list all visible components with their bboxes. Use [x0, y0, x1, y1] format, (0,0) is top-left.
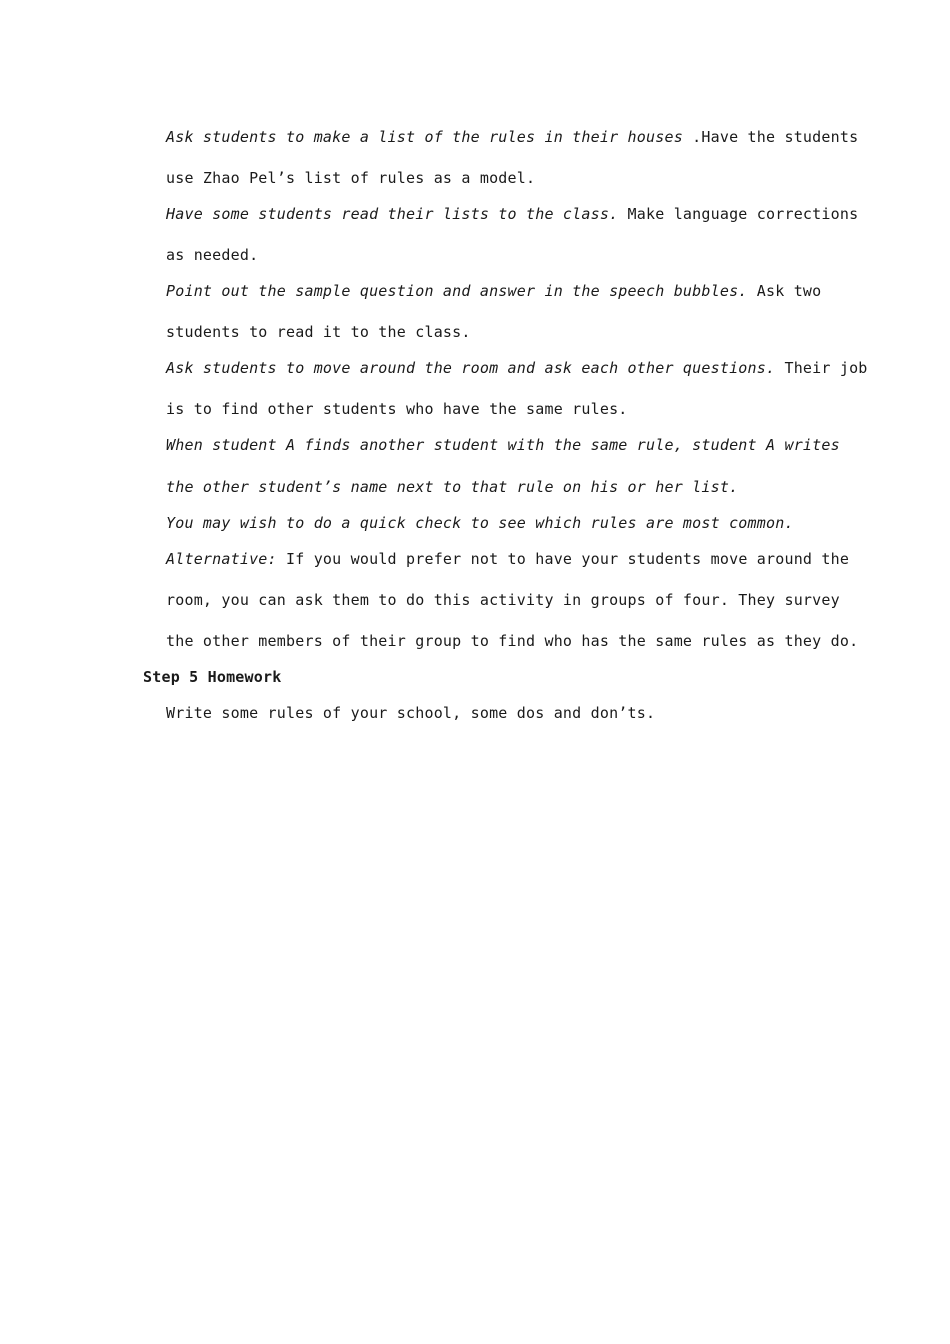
paragraph-5-line-2: [166, 477, 738, 497]
paragraph-4-line-2: [166, 399, 628, 419]
paragraph-7-line-1: [166, 549, 849, 569]
instruction-italic: When student A finds another student with the same rule, student A writes: [166, 436, 840, 454]
paragraph-7-line-3: [166, 631, 858, 651]
paragraph-6-line-1: [166, 513, 794, 533]
paragraph-5-line-1: [166, 435, 840, 455]
instruction-text: is to find other students who have the same rules.: [166, 400, 628, 418]
instruction-text: .Have the students: [682, 128, 859, 146]
paragraph-2-line-1: [166, 204, 858, 224]
instruction-italic: You may wish to do a quick check to see which rules are most common.: [166, 514, 794, 532]
instruction-italic: the other student’s name next to that rule on his or her list.: [166, 478, 739, 496]
instruction-text: If you would prefer not to have your students move around the: [276, 550, 850, 568]
paragraph-3-line-1: [166, 281, 821, 301]
instruction-italic: Ask students to make a list of the rules in their houses: [166, 128, 683, 146]
instruction-text: students to read it to the class.: [166, 323, 471, 341]
instruction-text: Ask two: [747, 282, 822, 300]
instruction-italic: Point out the sample question and answer in the speech bubbles.: [166, 282, 748, 300]
instruction-text: Their job: [775, 359, 868, 377]
instruction-text: the other members of their group to find who has the same rules as they do.: [166, 632, 859, 650]
step5-heading: Step 5 Homework: [143, 668, 282, 686]
instruction-text: Make language corrections: [618, 205, 859, 223]
paragraph-2-line-2: [166, 245, 258, 265]
paragraph-7-line-2: [166, 590, 840, 610]
instruction-text: use Zhao Pel’s list of rules as a model.: [166, 169, 536, 187]
alternative-label: Alternative:: [166, 550, 277, 568]
instruction-text: room, you can ask them to do this activity in groups of four. They survey: [166, 591, 840, 609]
paragraph-4-line-1: [166, 358, 868, 378]
paragraph-3-line-2: [166, 322, 471, 342]
instruction-italic: Ask students to move around the room and ask each other questions.: [166, 359, 776, 377]
paragraph-1-line-2: [166, 168, 535, 188]
instruction-text: as needed.: [166, 246, 259, 264]
paragraph-1-line-1: [166, 127, 858, 147]
homework-text: Write some rules of your school, some dos and don’ts.: [166, 704, 656, 722]
instruction-italic: Have some students read their lists to the class.: [166, 205, 619, 223]
